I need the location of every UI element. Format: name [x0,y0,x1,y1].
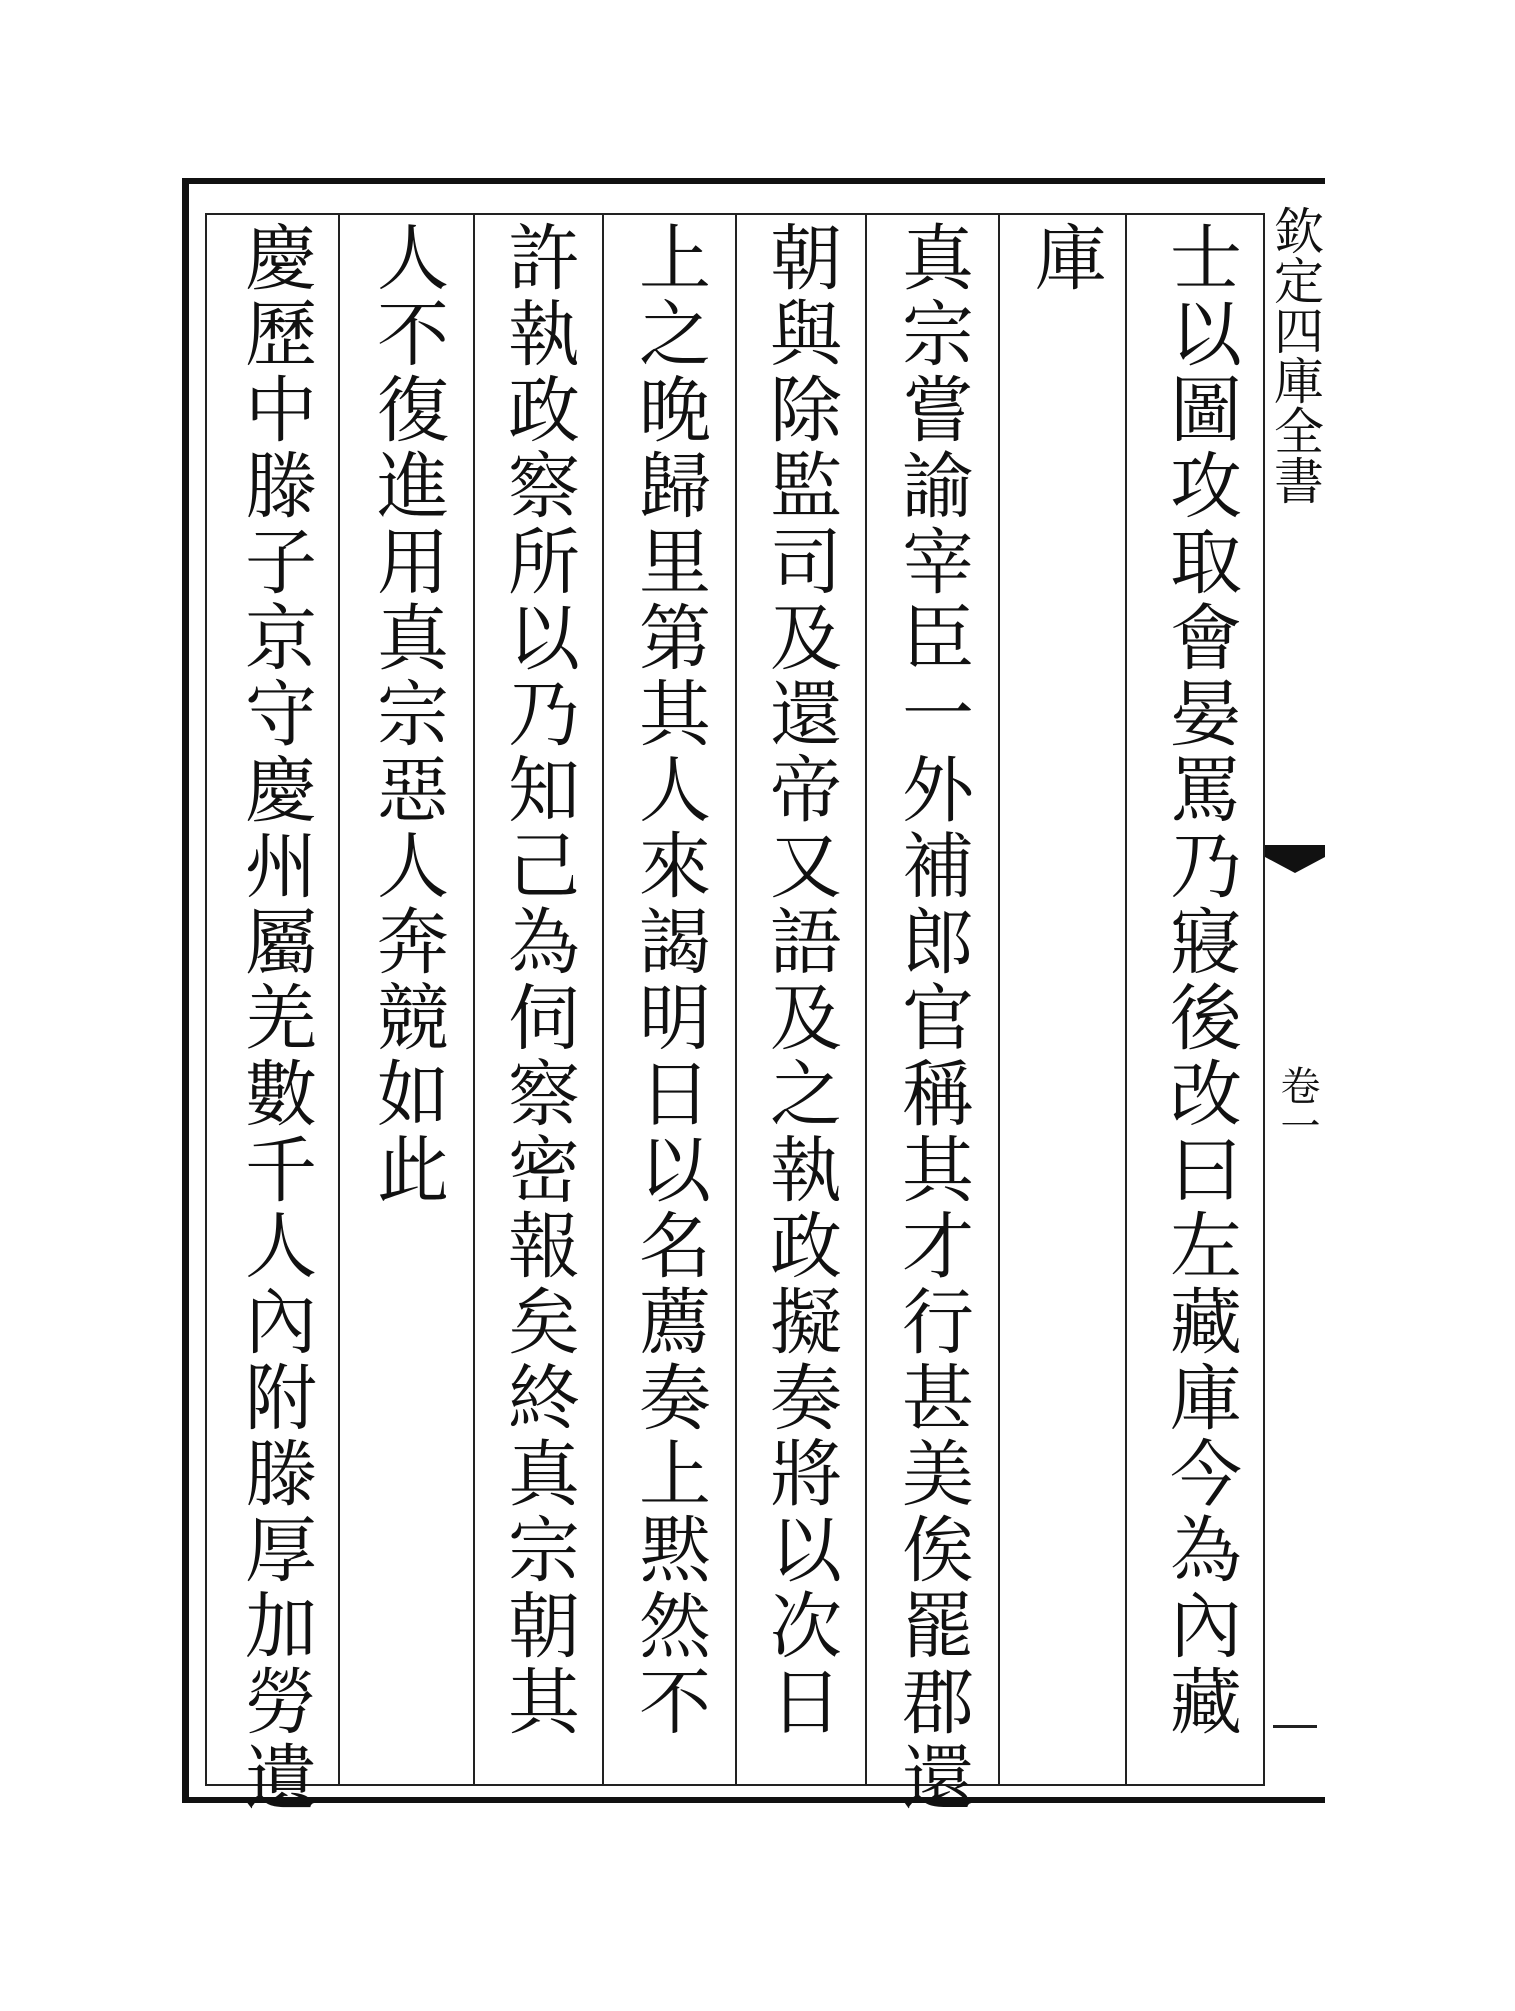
text-column-4: 朝與除監司及還帝又語及之執政擬奏將以次日 [758,220,842,1740]
text-column-3: 真宗嘗諭宰臣一外補郎官稱其才行甚美俟罷郡還 [890,220,974,1816]
text-column-5: 上之晚歸里第其人來謁明日以名薦奏上黙然不 [627,220,711,1740]
fish-tail-mark [1265,845,1325,875]
column-rule [998,213,1000,1786]
column-rule [473,213,475,1786]
page-margin-strip [1265,185,1325,1795]
column-rule [735,213,737,1786]
column-rule [602,213,604,1786]
text-column-6: 許執政察所以乃知己為伺察密報矣終真宗朝其 [496,220,580,1740]
book-title: 欽定四庫全書 [1266,205,1324,505]
column-rule [1125,213,1127,1786]
text-column-8: 慶歷中滕子京守慶州屬羌數千人內附滕厚加勞遺 [233,220,317,1816]
column-rule [338,213,340,1786]
volume-label: 卷一 [1274,1065,1320,1145]
text-column-2: 庫 [1023,220,1107,296]
margin-tick-mark [1273,1725,1317,1728]
text-column-1: 士以圖攻取會晏罵乃寢後改曰左藏庫今為內藏 [1158,220,1242,1740]
text-column-7: 人不復進用真宗惡人奔競如此 [365,220,449,1208]
column-rule [865,213,867,1786]
